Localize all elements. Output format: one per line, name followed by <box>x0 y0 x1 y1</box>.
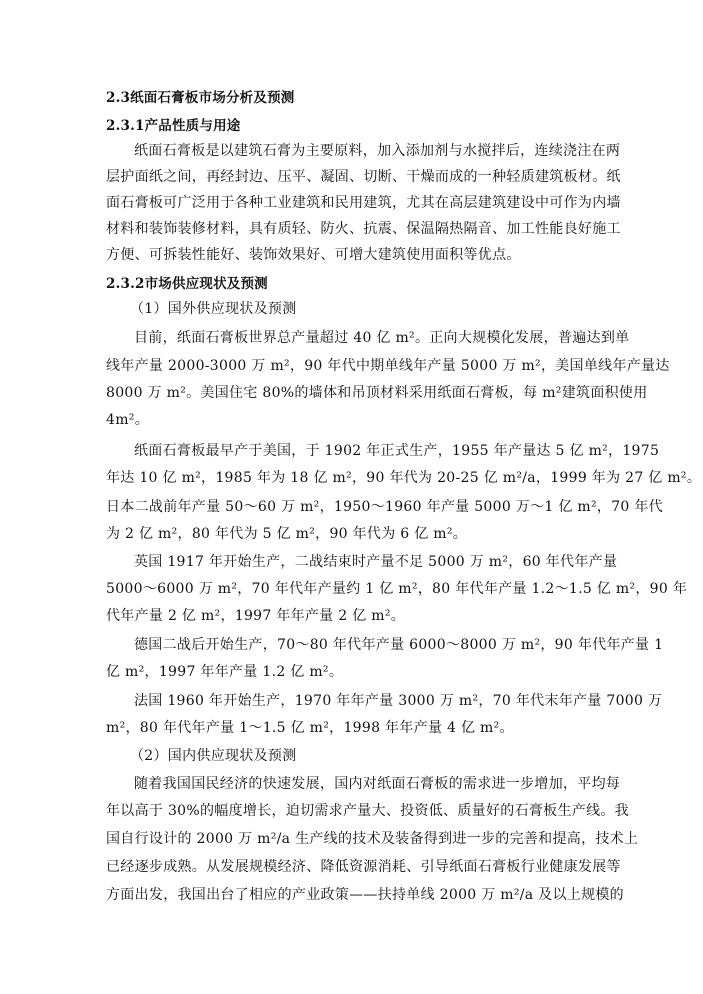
subheading-foreign: （1）国外供应现状及预测 <box>130 301 297 317</box>
paragraph-line: 纸面石膏板是以建筑石膏为主要原料，加入添加剂与水搅拌后，连续浇注在两 <box>134 143 621 159</box>
paragraph-line: 法国 1960 年开始生产，1970 年年产量 3000 万 m²，70 年代末年产量 7000 万 <box>134 693 663 709</box>
paragraph-line: 层护面纸之间，再经封边、压平、凝固、切断、干燥而成的一种轻质建筑板材。纸 <box>106 169 621 185</box>
paragraph-line: 亿 m²，1997 年年产量 1.2 亿 m²。 <box>106 664 344 680</box>
paragraph-line: 随着我国国民经济的快速发展，国内对纸面石膏板的需求进一步增加，平均每 <box>134 776 621 792</box>
paragraph-line: 已经逐步成熟。从发展规模经济、降低资源消耗、引导纸面石膏板行业健康发展等 <box>106 859 621 875</box>
paragraph-line: 国自行设计的 2000 万 m²/a 生产线的技术及装备得到进一步的完善和提高，技术上 <box>106 831 639 847</box>
heading-2-3-2: 2.3.2市场供应现状及预测 <box>106 276 268 292</box>
paragraph-line: 为 2 亿 m²，80 年代为 5 亿 m²，90 年代为 6 亿 m²。 <box>106 526 468 542</box>
paragraph-line: 英国 1917 年开始生产，二战结束时产量不足 5000 万 m²，60 年代年产量 <box>134 554 618 570</box>
paragraph-line: m²，80 年代年产量 1～1.5 亿 m²，1998 年年产量 4 亿 m²。 <box>106 720 514 736</box>
paragraph-line: 年以高于 30%的幅度增长，迫切需求产量大、投资低、质量好的石膏板生产线。我 <box>106 803 629 819</box>
paragraph-line: 目前，纸面石膏板世界总产量超过 40 亿 m²。正向大规模化发展，普遍达到单 <box>134 330 630 346</box>
subheading-domestic: （2）国内供应现状及预测 <box>130 748 297 764</box>
paragraph-line: 方面出发，我国出台了相应的产业政策——扶持单线 2000 万 m²/a 及以上规模的 <box>106 887 624 903</box>
paragraph-line: 方便、可拆装性能好、装饰效果好、可增大建筑使用面积等优点。 <box>106 247 521 263</box>
paragraph-line: 材料和装饰装修材料，具有质轻、防火、抗震、保温隔热隔音、加工性能良好施工 <box>106 221 621 237</box>
paragraph-line: 线年产量 2000-3000 万 m²，90 年代中期单线年产量 5000 万 m²，美国单线年产量达 <box>106 358 670 374</box>
paragraph-line: 代年产量 2 亿 m²，1997 年年产量 2 亿 m²。 <box>106 608 406 624</box>
paragraph-line: 面石膏板可广泛用于各种工业建筑和民用建筑，尤其在高层建筑建设中可作为内墙 <box>106 195 621 211</box>
paragraph-line: 8000 万 m²。美国住宅 80%的墙体和吊顶材料采用纸面石膏板，每 m²建筑面积使用 <box>106 385 648 401</box>
heading-2-3: 2.3纸面石膏板市场分析及预测 <box>106 90 295 106</box>
paragraph-line: 4m²。 <box>106 412 149 428</box>
paragraph-line: 德国二战后开始生产，70～80 年代年产量 6000～8000 万 m²，90 年代年产量 1 <box>134 637 664 653</box>
paragraph-line: 年达 10 亿 m²，1985 年为 18 亿 m²，90 年代为 20-25 亿 m²/a，1999 年为 27 亿 m²。 <box>106 470 702 486</box>
paragraph-line: 日本二战前年产量 50～60 万 m²，1950～1960 年产量 5000 万～1 亿 m²，70 年代 <box>106 499 663 515</box>
paragraph-line: 纸面石膏板最早产于美国，于 1902 年正式生产，1955 年产量达 5 亿 m²，1975 <box>134 443 660 459</box>
heading-2-3-1: 2.3.1产品性质与用途 <box>106 118 241 134</box>
paragraph-line: 5000～6000 万 m²，70 年代年产量约 1 亿 m²，80 年代年产量 1.2～1.5 亿 m²，90 年 <box>106 581 688 597</box>
